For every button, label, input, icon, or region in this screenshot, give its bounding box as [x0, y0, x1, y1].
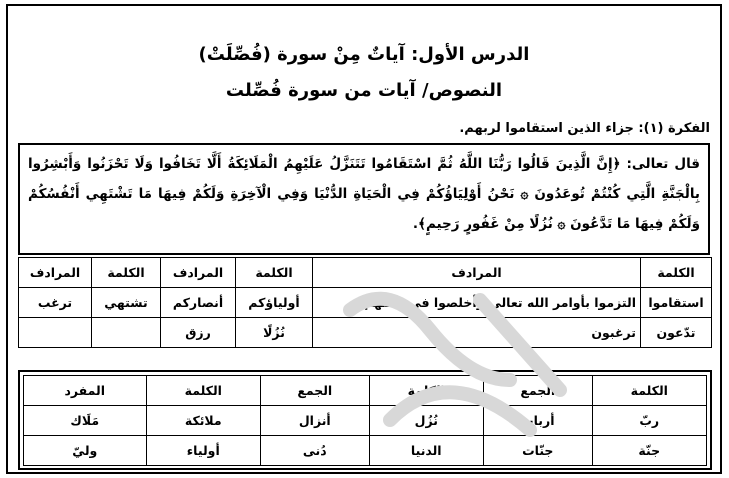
lesson-subtitle: النصوص/ آيات من سورة فُصِّلت [225, 80, 503, 101]
plural-cell: نُزُل [369, 406, 483, 436]
vocab-cell [19, 318, 92, 348]
vocab-cell: ترغب [19, 288, 92, 318]
plural-cell: الدنيا [369, 436, 483, 466]
plural-cell: جنّة [592, 436, 706, 466]
vocab-header-synonym-2: المرادف [161, 258, 236, 288]
worksheet-page [6, 4, 722, 474]
plural-cell: أولياء [146, 436, 260, 466]
plural-cell: مَلَاك [24, 406, 147, 436]
vocab-cell: تشتهي [92, 288, 161, 318]
plural-header: المفرد [24, 376, 147, 406]
vocab-header-word-2: الكلمة [236, 258, 313, 288]
plural-cell: ربّ [592, 406, 706, 436]
plural-header: الجمع [261, 376, 370, 406]
plural-header: الكلمة [369, 376, 483, 406]
vocab-cell: أولياؤكم [236, 288, 313, 318]
plural-table [23, 375, 707, 466]
vocab-header-word-3: الكلمة [92, 258, 161, 288]
vocab-cell: تدّعون [641, 318, 712, 348]
plural-cell: وليّ [24, 436, 147, 466]
vocabulary-table [18, 257, 712, 348]
plural-cell: دُنى [261, 436, 370, 466]
vocab-cell: رزق [161, 318, 236, 348]
plural-cell: جنّات [484, 436, 593, 466]
verse-box: قال تعالى: ﴿إِنَّ الَّذِينَ قَالُوا رَبُّنَا اللَّهُ ثُمَّ اسْتَقَامُوا تَتَنَزَّلُ عَلَيْهِمُ الْمَلَائِكَةُ أَلَّا تَخَافُوا وَلَا تَحْزَنُوا وَأَبْشِرُوا بِالْجَنَّةِ الَّتِي كُنْتُمْ تُوعَدُونَ ۞ نَحْنُ أَوْلِيَاؤُكُمْ فِي الْحَيَاةِ الدُّنْيَا وَفِي الْآخِرَةِ وَلَكُمْ فِيهَا مَا تَشْتَهِي أَنْفُسُكُمْ وَلَكُمْ فِيهَا مَا تَدَّعُونَ ۞ نُزُلًا مِنْ غَفُورٍ رَحِيمٍ﴾. [18, 143, 710, 255]
vocab-cell: التزموا بأوامر الله تعالى وأخلصوا في عملهم [313, 288, 641, 318]
plural-header: الكلمة [146, 376, 260, 406]
vocab-cell [92, 318, 161, 348]
lesson-title: الدرس الأول: آياتٌ مِنْ سورة (فُصِّلَتْ) [198, 44, 530, 65]
vocab-header-synonym-3: المرادف [19, 258, 92, 288]
plural-cell: أنزال [261, 406, 370, 436]
vocab-cell: ترغبون [313, 318, 641, 348]
vocab-cell: أنصاركم [161, 288, 236, 318]
plural-cell: ملائكة [146, 406, 260, 436]
plural-cell: أرباب [484, 406, 593, 436]
idea-heading: الفكرة (١): جزاء الذين استقاموا لربهم. [459, 121, 710, 136]
plural-table-frame [18, 370, 712, 470]
vocab-cell: استقاموا [641, 288, 712, 318]
vocab-header-word-1: الكلمة [641, 258, 712, 288]
plural-header: الكلمة [592, 376, 706, 406]
vocab-cell: نُزُلًا [236, 318, 313, 348]
plural-header: الجمع [484, 376, 593, 406]
vocab-header-synonym-1: المرادف [313, 258, 641, 288]
